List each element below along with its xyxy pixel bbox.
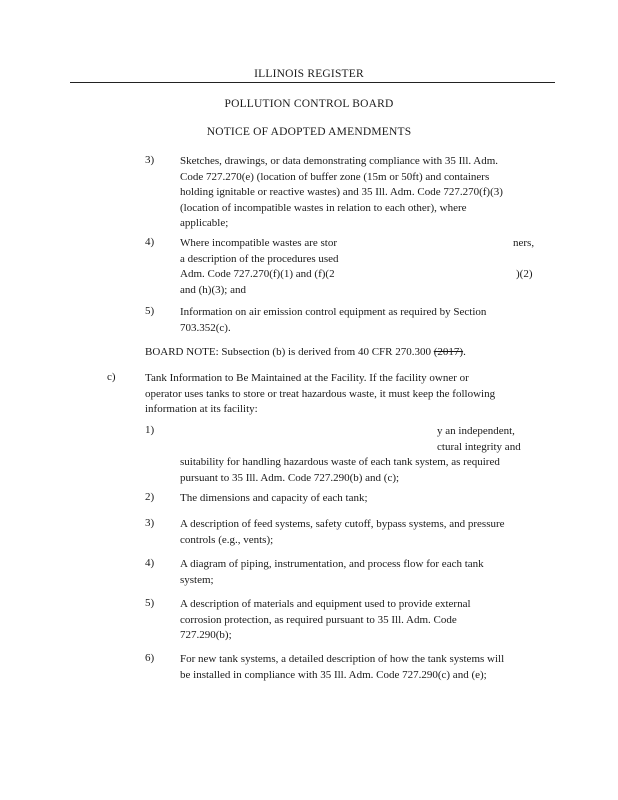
section-c-number: c) [107, 371, 116, 383]
item-4-line3-end: )(2) [516, 268, 533, 280]
board-title: POLLUTION CONTROL BOARD [224, 98, 394, 110]
c6-number: 6) [145, 652, 155, 664]
c6-text: For new tank systems, a detailed description of how the tank systems will be installed in compliance with 35 Ill. Adm. Code 727.290(c) and (e); [180, 653, 505, 681]
c1-number: 1) [145, 424, 155, 436]
c1-fragment-1: y an independent, [437, 425, 515, 437]
item-4-number: 4) [145, 236, 155, 248]
c3-text: A description of feed systems, safety cutoff, bypass systems, and pressure controls (e.g., vents); [180, 518, 505, 546]
c5-text: A description of materials and equipment used to provide external corrosion protection, as required pursuant to 35 Ill. Adm. Code 727.290(b); [180, 598, 471, 641]
item-5-text: Information on air emission control equipment as required by Section 703.352(c). [180, 306, 487, 334]
c4-number: 4) [145, 557, 155, 569]
item-4-line2: a description of the procedures used [180, 252, 339, 265]
c4-text: A diagram of piping, instrumentation, and process flow for each tank system; [180, 558, 484, 586]
item-4-line1: Where incompatible wastes are stor [180, 237, 337, 249]
c2-text: The dimensions and capacity of each tank; [180, 492, 368, 504]
c1-text: suitability for handling hazardous waste of each tank system, as required pursuant to 35 Ill. Adm. Code 727.290(b) and (c); [180, 456, 500, 484]
item-3-number: 3) [145, 154, 155, 166]
item-3-text: Sketches, drawings, or data demonstrating compliance with 35 Ill. Adm. Code 727.270(e) (location of buffer zone (15m or 50ft) and containers holding ignitable or reactive wastes) and 35 Ill. Adm. Code 727.270(f)(3) (location of incompatible wastes in relation to each other), where applicable; [180, 155, 503, 229]
c5-number: 5) [145, 597, 155, 609]
item-5-number: 5) [145, 305, 155, 317]
notice-title: NOTICE OF ADOPTED AMENDMENTS [206, 126, 412, 138]
item-4-line1-end: ners, [513, 237, 535, 249]
c2-number: 2) [145, 491, 155, 503]
section-c-text: Tank Information to Be Maintained at the Facility. If the facility owner or operator uses tanks to store or treat hazardous waste, it must keep the following information at its facility: [145, 372, 496, 415]
item-4-line3: Adm. Code 727.270(f)(1) and (f)(2 [180, 268, 335, 280]
c1-fragment-2: ctural integrity and [437, 440, 521, 453]
header-rule [70, 82, 555, 83]
c3-number: 3) [145, 517, 155, 529]
board-note: BOARD NOTE: Subsection (b) is derived from 40 CFR 270.300 (2017). [145, 346, 466, 358]
struck-year: (2017) [433, 346, 464, 358]
register-title: ILLINOIS REGISTER [254, 68, 364, 80]
item-4-line4: and (h)(3); and [180, 283, 246, 296]
